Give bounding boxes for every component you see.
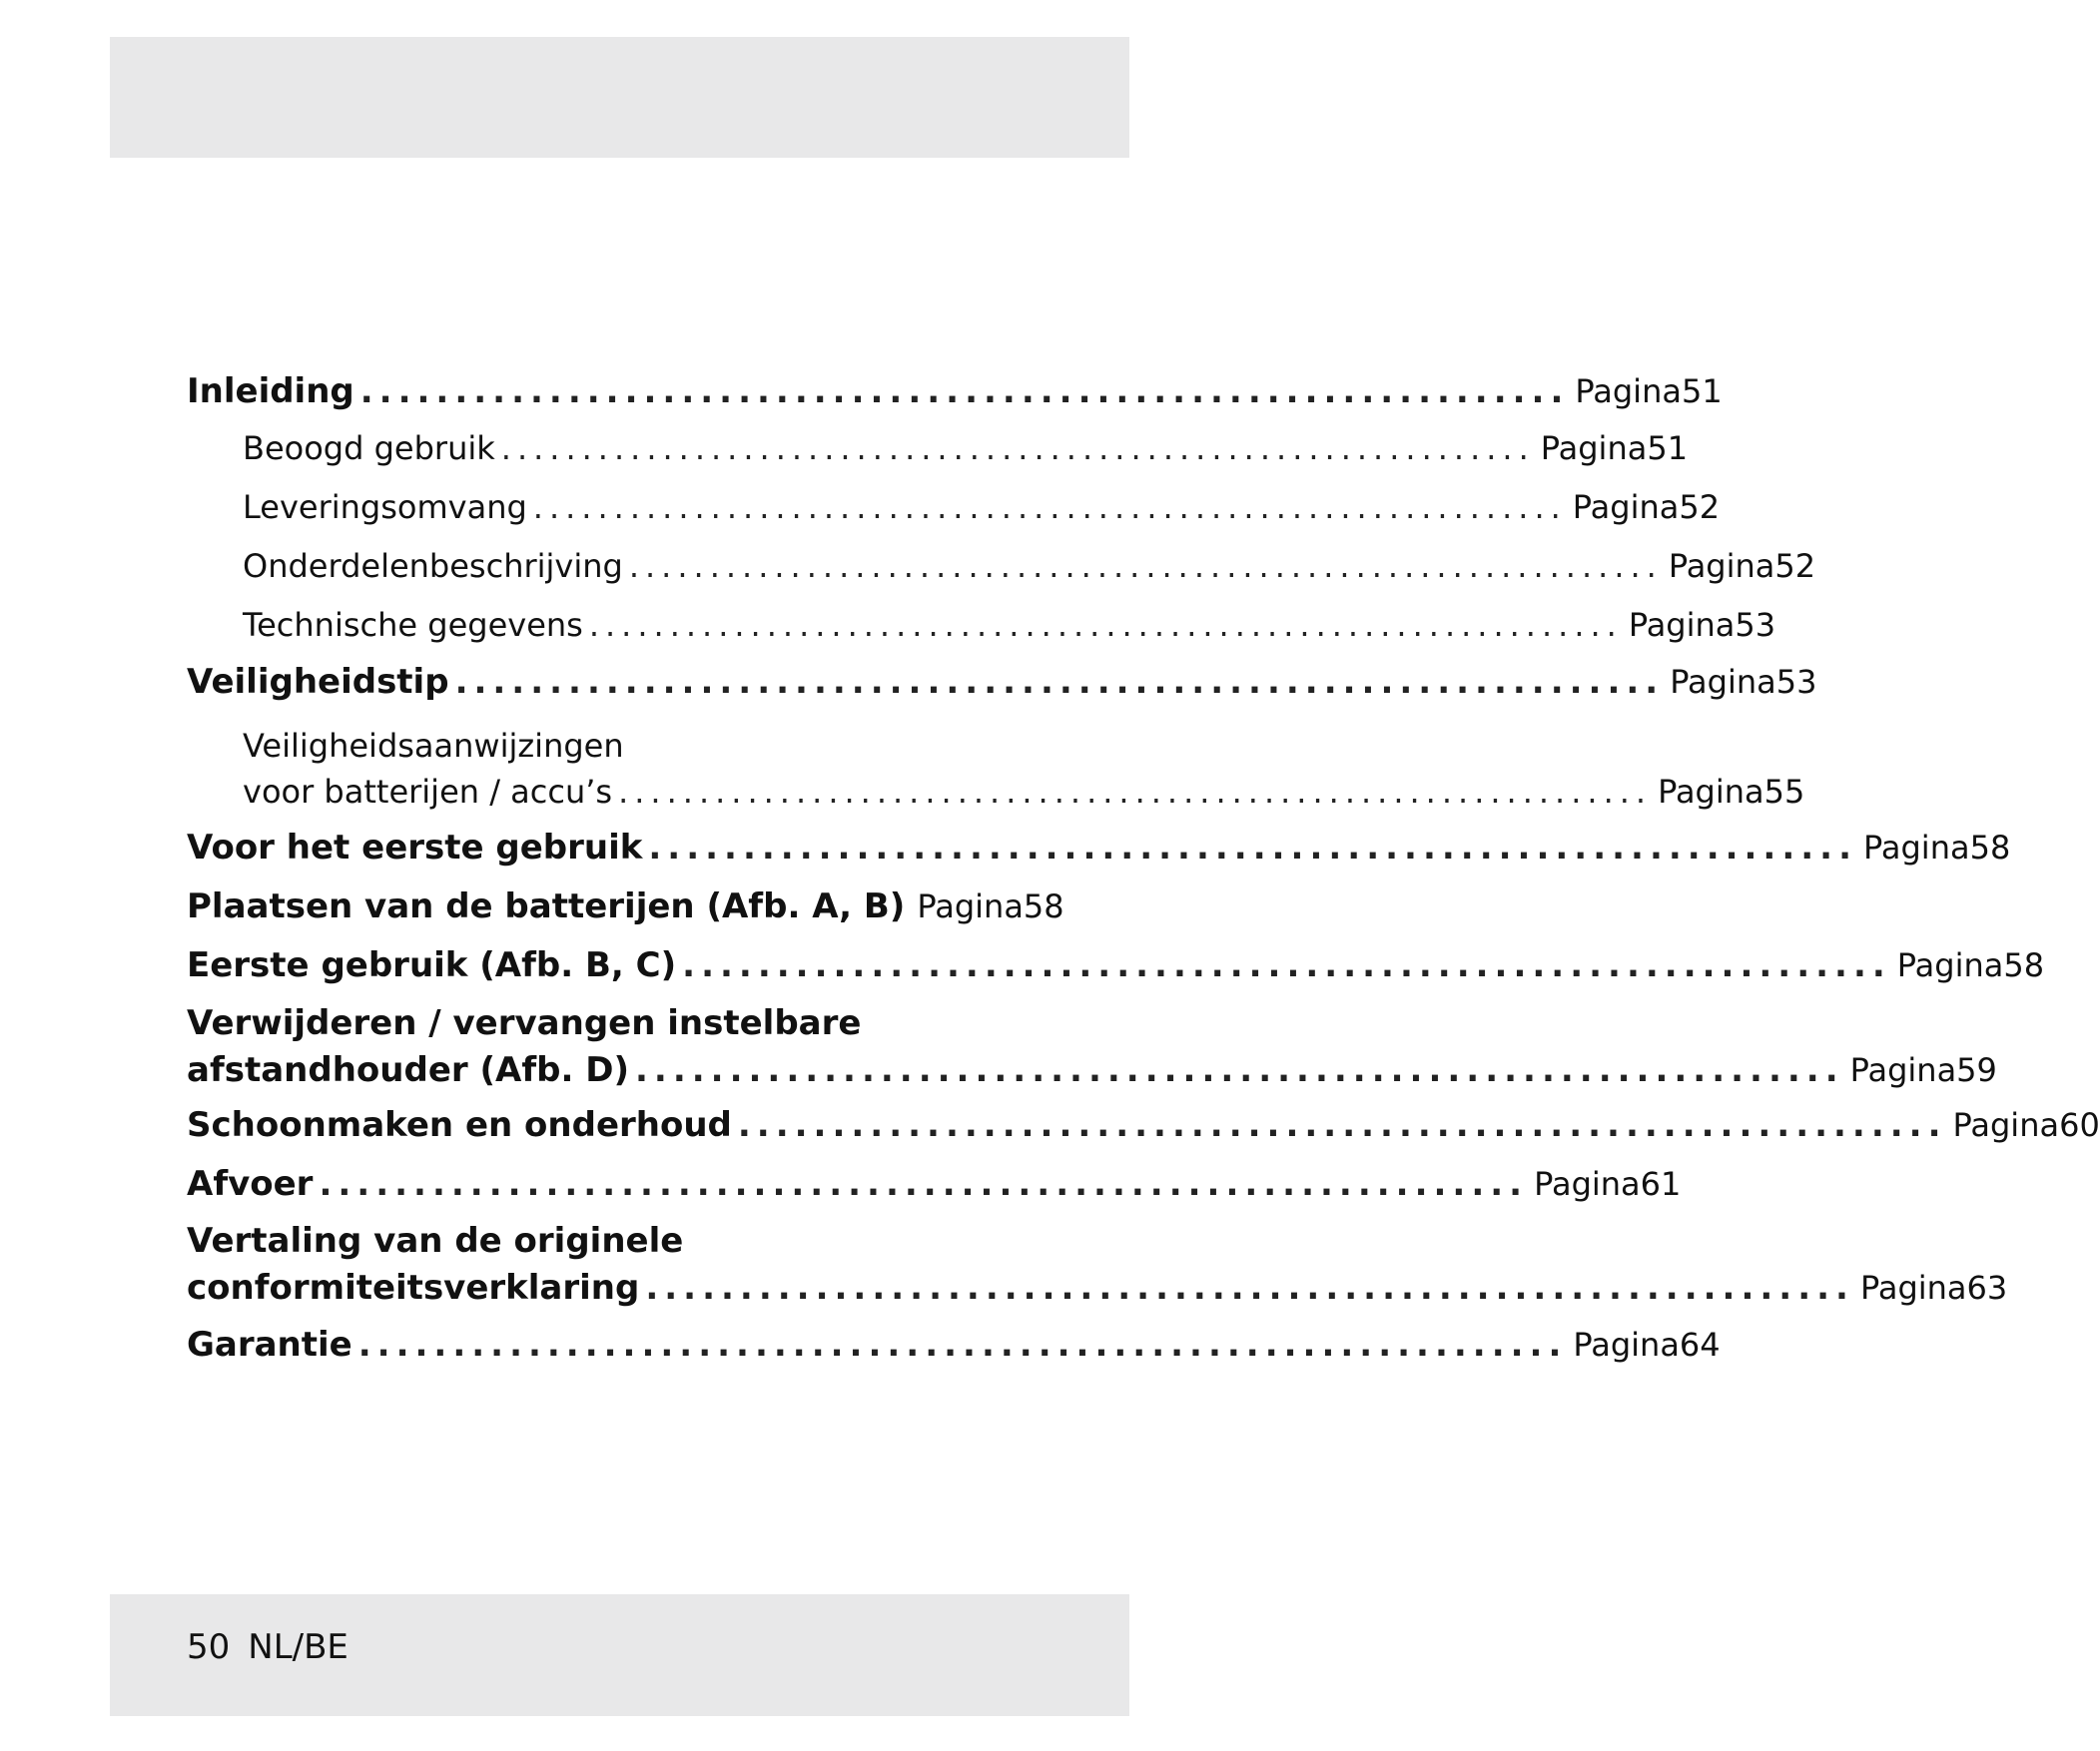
toc-entry[interactable]	[187, 1325, 1721, 1375]
toc-page-number: 63	[1966, 1269, 2008, 1307]
toc-entry-title: Garantie	[187, 1325, 352, 1365]
toc-entry-title: Onderdelenbeschrijving	[243, 547, 623, 585]
toc-page-number: 51	[1681, 372, 1723, 410]
toc-page-label: Pagina	[1540, 429, 1648, 467]
page-number: 50	[187, 1627, 231, 1667]
toc-entry[interactable]	[187, 1268, 2008, 1318]
toc-page-label: Pagina	[1863, 829, 1970, 867]
toc-leader-dots: ................................................................	[319, 1164, 1529, 1204]
toc-page-label: Pagina	[1859, 1269, 1967, 1307]
toc-entry-title: Technische gegevens	[243, 606, 583, 644]
toc-entry-title: Leveringsomvang	[243, 488, 527, 526]
toc-entry[interactable]	[243, 429, 1689, 479]
toc-entry-title: Afvoer	[187, 1164, 314, 1204]
toc-page-label: Pagina	[1534, 1165, 1641, 1203]
toc-leader-dots: ................................................................	[634, 1050, 1844, 1090]
toc-page-number: 55	[1763, 773, 1805, 811]
toc-entry[interactable]	[243, 773, 1805, 823]
toc-leader-dots: ................................................................	[648, 828, 1858, 868]
toc-entry[interactable]	[187, 371, 1723, 421]
toc-page-number: 64	[1679, 1326, 1721, 1364]
toc-page-number: 58	[1023, 887, 1064, 925]
toc-page-label: Pagina	[1575, 372, 1682, 410]
toc-entry-title: Eerste gebruik (Afb. B, C)	[187, 945, 677, 985]
toc-entry-title: Voor het eerste gebruik	[187, 828, 643, 868]
toc-page-label: Pagina	[1668, 547, 1775, 585]
toc-leader-dots: ................................................................	[532, 488, 1567, 526]
toc-leader-dots: ................................................................	[500, 429, 1535, 467]
toc-page-label: Pagina	[1628, 606, 1736, 644]
toc-leader-dots: ................................................................	[454, 662, 1665, 702]
toc-page-label: Pagina	[1573, 1326, 1680, 1364]
locale-label: NL/BE	[248, 1627, 349, 1667]
toc-entry-title: Schoonmaken en onderhoud	[187, 1105, 732, 1145]
toc-entry[interactable]	[187, 886, 1064, 936]
toc-page-number: 53	[1735, 606, 1776, 644]
toc-page-label: Pagina	[917, 887, 1024, 925]
toc-page-number: 58	[2003, 946, 2045, 984]
toc-page-number: 59	[1956, 1051, 1997, 1089]
toc-leader-dots: ................................................................	[618, 773, 1653, 811]
toc-leader-dots: ................................................................	[588, 606, 1623, 644]
toc-entry[interactable]	[187, 828, 2011, 877]
toc-page-number: 51	[1647, 429, 1689, 467]
toc-page-label: Pagina	[1849, 1051, 1957, 1089]
toc-page-number: 53	[1775, 663, 1817, 701]
toc-page-number: 58	[1969, 829, 2011, 867]
toc-entry-title: afstandhouder (Afb. D)	[187, 1050, 629, 1090]
toc-page-number: 52	[1679, 488, 1721, 526]
toc-entry-title: Inleiding	[187, 371, 354, 411]
toc-entry-title: Veiligheidstip	[187, 662, 449, 702]
toc-entry-title: Beoogd gebruik	[243, 429, 495, 467]
toc-page-label: Pagina	[1658, 773, 1764, 811]
toc-page-label: Pagina	[1670, 663, 1776, 701]
toc-entry[interactable]	[187, 1164, 1682, 1214]
toc-page-label: Pagina	[1952, 1106, 2060, 1144]
toc-entry-title: voor batterijen / accu’s	[243, 773, 613, 811]
toc-leader-dots: ................................................................	[359, 371, 1570, 411]
toc-leader-dots: ................................................................	[645, 1268, 1854, 1308]
toc-entry-title-line1: Verwijderen / vervangen instelbare	[187, 1003, 862, 1043]
toc-entry[interactable]	[187, 1105, 2100, 1155]
toc-entry[interactable]	[243, 547, 1816, 597]
toc-entry[interactable]	[187, 945, 2045, 995]
page-footer	[187, 1627, 349, 1667]
toc-entry-title-line1: Veiligheidsaanwijzingen	[243, 727, 624, 765]
toc-entry-title: Plaatsen van de batterijen (Afb. A, B)	[187, 886, 906, 926]
toc-entry[interactable]	[187, 662, 1817, 712]
toc-entry[interactable]	[187, 1050, 1997, 1100]
toc-leader-dots: ................................................................	[682, 945, 1891, 985]
toc-leader-dots: ................................................................	[737, 1105, 1947, 1145]
toc-entry-title-line1: Vertaling van de originele	[187, 1221, 684, 1261]
toc-page-number: 52	[1774, 547, 1816, 585]
toc-leader-dots: ................................................................	[628, 547, 1663, 585]
toc-entry[interactable]	[243, 606, 1776, 656]
toc-entry-title: conformiteitsverklaring	[187, 1268, 640, 1308]
toc-page-label: Pagina	[1896, 946, 2004, 984]
toc-page-number: 60	[2059, 1106, 2100, 1144]
toc-leader-dots: ................................................................	[357, 1325, 1568, 1365]
toc-page-number: 61	[1640, 1165, 1682, 1203]
toc-page-label: Pagina	[1572, 488, 1680, 526]
toc-entry[interactable]	[243, 488, 1721, 538]
